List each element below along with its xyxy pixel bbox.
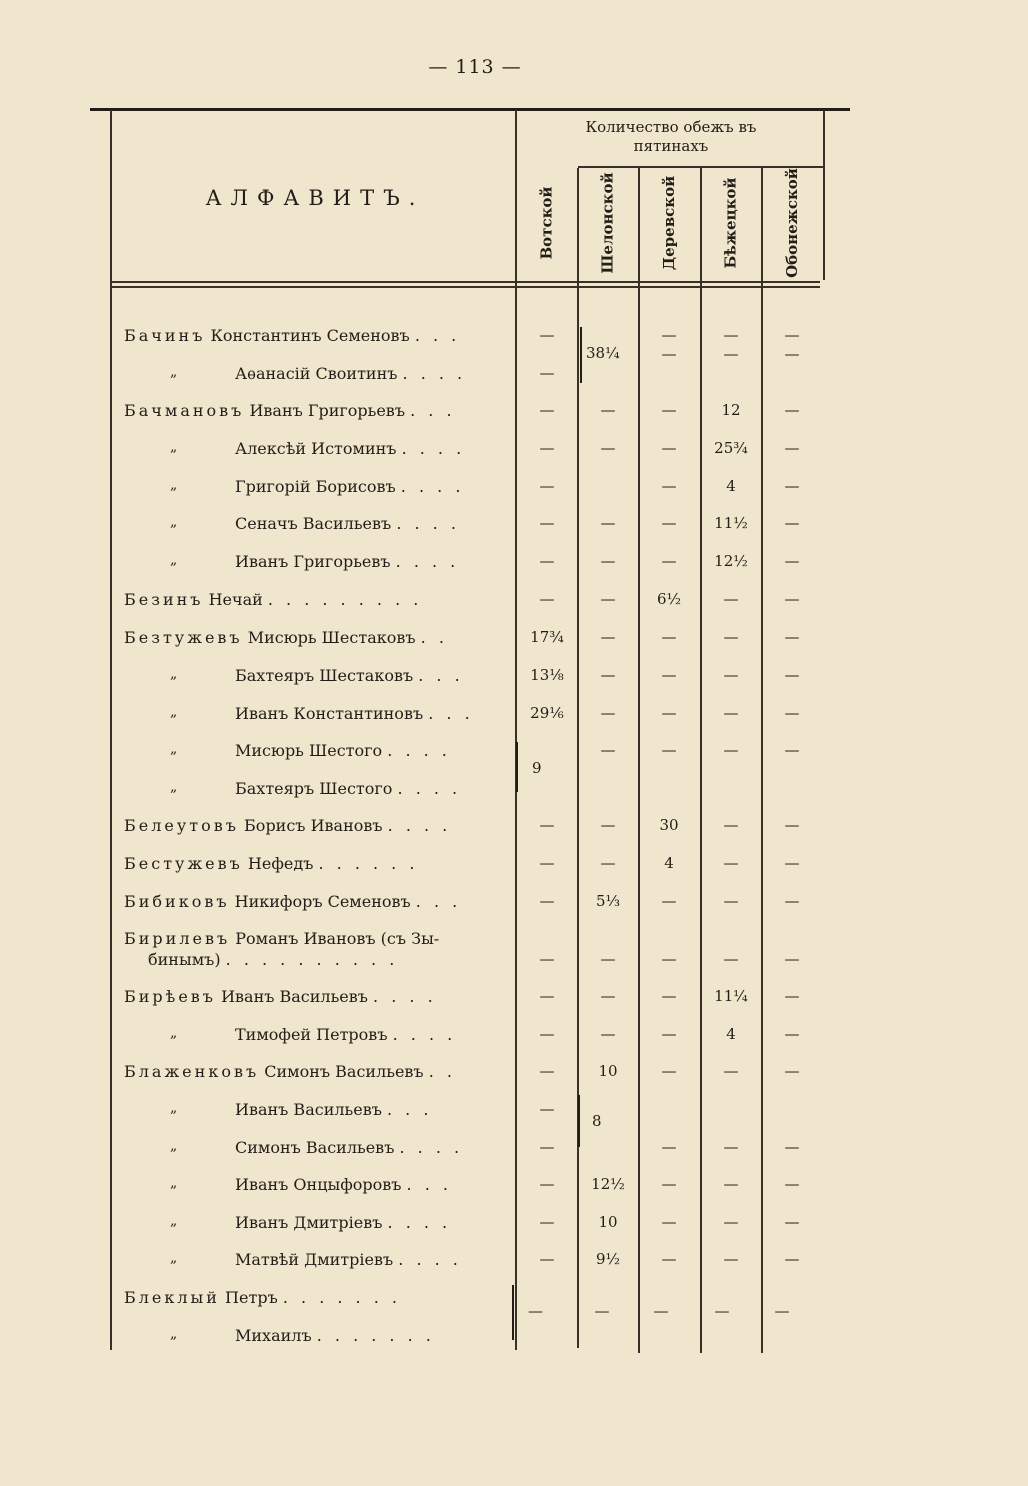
- dot-leader: . . . .: [387, 816, 452, 835]
- bachin-group-derevskoy: —: [661, 345, 677, 363]
- table-row: [0, 582, 1028, 619]
- table-row: [0, 1242, 1028, 1279]
- table-row: [0, 696, 1028, 733]
- obezh-cell-bezhetskoy: —: [723, 666, 739, 684]
- entry-name: [235, 1138, 463, 1157]
- dot-leader: . . . .: [401, 439, 466, 458]
- obezh-cell-derevskoy: —: [661, 950, 677, 968]
- obezh-cell-bezhetskoy: —: [723, 326, 739, 344]
- table-row: [0, 1054, 1028, 1091]
- obezh-cell-votskoy: —: [539, 1062, 555, 1080]
- obezh-cell-obonezhskoy: —: [784, 401, 800, 419]
- obezh-cell-shelonskoy: —: [600, 704, 616, 722]
- brace-value: 8: [592, 1112, 602, 1130]
- col-head-label: Обонежской: [783, 168, 801, 278]
- table-row: [0, 846, 1028, 883]
- obezh-cell-votskoy: —: [539, 1025, 555, 1043]
- obezh-cell-bezhetskoy: —: [723, 816, 739, 834]
- dot-leader: . . . .: [400, 477, 465, 496]
- obezh-cell-shelonskoy: —: [600, 590, 616, 608]
- entry-name: [235, 439, 465, 458]
- ditto-mark: „: [170, 439, 178, 455]
- obezh-cell-votskoy: —: [539, 514, 555, 532]
- brace-value: —: [528, 1302, 543, 1320]
- obezh-cell-votskoy: —: [539, 1250, 555, 1268]
- surname: Белеутовъ: [124, 816, 239, 835]
- obezh-cell-bezhetskoy: —: [723, 628, 739, 646]
- ditto-mark: „: [170, 704, 178, 720]
- dot-leader: . . . . . .: [318, 854, 419, 873]
- obezh-cell-obonezhskoy: —: [784, 326, 800, 344]
- given-name: Бахтеяръ Шестаковъ: [235, 666, 414, 685]
- table-row: [0, 1092, 1028, 1129]
- obezh-cell-shelonskoy: —: [600, 401, 616, 419]
- table-row: [0, 733, 1028, 770]
- obezh-cell-votskoy: 17¾: [530, 628, 564, 646]
- entry-name: [124, 854, 418, 873]
- table-row: [0, 544, 1028, 581]
- obezh-cell-derevskoy: —: [661, 477, 677, 495]
- entry-name: [124, 816, 451, 835]
- obezh-cell-obonezhskoy: —: [784, 1138, 800, 1156]
- table-row: [0, 1205, 1028, 1242]
- table-row: [0, 1167, 1028, 1204]
- ditto-mark: „: [170, 1250, 178, 1266]
- entry-name: [235, 514, 460, 533]
- obezh-cell-shelonskoy: —: [600, 552, 616, 570]
- given-name: Константинъ Семеновъ: [210, 326, 410, 345]
- ditto-mark: „: [170, 552, 178, 568]
- col-head-derevskoy: [639, 168, 699, 278]
- ditto-mark: „: [170, 666, 178, 682]
- obezh-cell-derevskoy: —: [661, 628, 677, 646]
- obezh-cell-shelonskoy: 12½: [591, 1175, 625, 1193]
- obezh-cell-shelonskoy: 9½: [595, 1250, 621, 1268]
- obezh-cell-obonezhskoy: —: [784, 987, 800, 1005]
- entry-name: [235, 1025, 456, 1044]
- bachin-group-bezhetskoy: —: [723, 345, 739, 363]
- entry-name: [235, 741, 451, 760]
- obezh-cell-obonezhskoy: —: [784, 477, 800, 495]
- obezh-cell-obonezhskoy: —: [784, 854, 800, 872]
- entry-name: [235, 704, 474, 723]
- obezh-cell-obonezhskoy: —: [784, 552, 800, 570]
- entry-name: [124, 590, 422, 609]
- given-name: Иванъ Онцыфоровъ: [235, 1175, 402, 1194]
- entry-name: [124, 1288, 401, 1307]
- obezh-cell-bezhetskoy: —: [723, 950, 739, 968]
- dot-leader: . . .: [406, 1175, 452, 1194]
- group-header-line2: пятинахъ: [633, 137, 709, 155]
- entry-name: [235, 779, 461, 798]
- given-name: Алексѣй Истоминъ: [235, 439, 397, 458]
- obezh-cell-votskoy: —: [539, 854, 555, 872]
- given-name: Борисъ Ивановъ: [244, 816, 383, 835]
- dot-leader: . . .: [386, 1100, 433, 1119]
- entry-name: [235, 1175, 452, 1194]
- obezh-cell-obonezhskoy: —: [784, 1025, 800, 1043]
- dot-leader: . . . . . . .: [282, 1288, 401, 1307]
- entry-name: [235, 364, 466, 383]
- surname: Блаженковъ: [124, 1062, 260, 1081]
- ditto-mark: „: [170, 741, 178, 757]
- dot-leader: . . . . . . .: [316, 1326, 435, 1345]
- ditto-mark: „: [170, 1213, 178, 1229]
- obezh-cell-shelonskoy: —: [600, 987, 616, 1005]
- table-row: [0, 1318, 1028, 1355]
- given-name: Аѳанасій Своитинъ: [235, 364, 398, 383]
- obezh-cell-derevskoy: —: [661, 1175, 677, 1193]
- dot-leader: . . . .: [392, 1025, 457, 1044]
- entry-name: [235, 1100, 432, 1119]
- brace-value: 38¼: [586, 344, 620, 362]
- obezh-cell-shelonskoy: —: [600, 666, 616, 684]
- table-row: [0, 942, 1028, 979]
- col-head-votskoy: [517, 168, 577, 278]
- ditto-mark: „: [170, 514, 178, 530]
- given-name: Романъ Ивановъ (съ Зы-: [235, 929, 440, 948]
- obezh-cell-obonezhskoy: —: [784, 590, 800, 608]
- entry-name: [124, 1062, 456, 1081]
- obezh-cell-bezhetskoy: 4: [726, 1025, 736, 1043]
- obezh-cell-obonezhskoy: —: [784, 1175, 800, 1193]
- given-name: Матвѣй Дмитріевъ: [235, 1250, 394, 1269]
- entry-name: [235, 1326, 435, 1345]
- entry-name: [235, 666, 464, 685]
- given-name: Иванъ Григорьевъ: [235, 552, 391, 571]
- obezh-cell-obonezhskoy: —: [784, 741, 800, 759]
- given-name: Сеначъ Васильевъ: [235, 514, 392, 533]
- obezh-cell-derevskoy: —: [661, 401, 677, 419]
- obezh-cell-votskoy: —: [539, 401, 555, 419]
- obezh-cell-obonezhskoy: —: [784, 1213, 800, 1231]
- table-row: [0, 658, 1028, 695]
- obezh-cell-votskoy: —: [539, 326, 555, 344]
- table-row: [0, 620, 1028, 657]
- obezh-cell-bezhetskoy: —: [723, 892, 739, 910]
- header-bottom-rule-2: [110, 286, 820, 288]
- surname: Блеклый: [124, 1288, 220, 1307]
- dot-leader: . . . .: [387, 1213, 452, 1232]
- ditto-mark: „: [170, 1025, 178, 1041]
- obezh-cell-bezhetskoy: —: [723, 704, 739, 722]
- col-head-obonezhskoy: [762, 168, 822, 278]
- surname: Бибиковъ: [124, 892, 230, 911]
- table-row: [0, 771, 1028, 808]
- obezh-cell-derevskoy: —: [661, 1138, 677, 1156]
- dot-leader: . . . .: [399, 1138, 464, 1157]
- ditto-mark: „: [170, 779, 178, 795]
- obezh-cell-shelonskoy: —: [600, 950, 616, 968]
- entry-name: [235, 1213, 451, 1232]
- brace-group-bleklyy-cell: —: [594, 1302, 610, 1320]
- given-name: Иванъ Константиновъ: [235, 704, 424, 723]
- obezh-cell-votskoy: —: [539, 1175, 555, 1193]
- table-row: [0, 1017, 1028, 1054]
- obezh-cell-derevskoy: —: [661, 439, 677, 457]
- given-name: Мисюрь Шестого: [235, 741, 383, 760]
- ditto-mark: „: [170, 1138, 178, 1154]
- dot-leader: . . .: [428, 704, 474, 723]
- given-name: Петръ: [225, 1288, 278, 1307]
- dot-leader: . . .: [414, 326, 461, 345]
- obezh-cell-bezhetskoy: —: [723, 1175, 739, 1193]
- obezh-cell-shelonskoy: 10: [598, 1213, 618, 1231]
- table-row: [0, 469, 1028, 506]
- obezh-cell-obonezhskoy: —: [784, 439, 800, 457]
- alphabet-title: АЛФАВИТЪ.: [205, 186, 425, 210]
- given-name: Тимофей Петровъ: [235, 1025, 388, 1044]
- entry-name: [235, 477, 464, 496]
- obezh-cell-votskoy: —: [539, 552, 555, 570]
- entry-name: [124, 628, 448, 647]
- dot-leader: . . .: [418, 666, 464, 685]
- obezh-cell-shelonskoy: —: [600, 628, 616, 646]
- given-name: Бахтеяръ Шестого: [235, 779, 393, 798]
- group-header-line1: Количество обежъ въ: [585, 118, 757, 136]
- given-name: Иванъ Григорьевъ: [249, 401, 405, 420]
- table-row: [0, 356, 1028, 393]
- obezh-cell-obonezhskoy: —: [784, 1250, 800, 1268]
- bachin-group-obonezhskoy: —: [784, 345, 800, 363]
- obezh-cell-bezhetskoy: —: [723, 1062, 739, 1080]
- brace-group-bleklyy-cell: —: [714, 1302, 730, 1320]
- dot-leader: . . . .: [395, 552, 460, 571]
- given-name: Симонъ Васильевъ: [264, 1062, 424, 1081]
- obezh-cell-bezhetskoy: —: [723, 1213, 739, 1231]
- obezh-cell-shelonskoy: —: [600, 1025, 616, 1043]
- obezh-cell-votskoy: —: [539, 1100, 555, 1118]
- dot-leader: . .: [420, 628, 448, 647]
- obezh-cell-bezhetskoy: 25¾: [714, 439, 748, 457]
- obezh-cell-votskoy: —: [539, 987, 555, 1005]
- obezh-cell-derevskoy: —: [661, 987, 677, 1005]
- obezh-cell-bezhetskoy: —: [723, 1250, 739, 1268]
- table-top-rule: [90, 108, 850, 111]
- entry-name: [124, 326, 460, 345]
- obezh-cell-shelonskoy: 10: [598, 1062, 618, 1080]
- obezh-cell-bezhetskoy: —: [723, 854, 739, 872]
- given-name: Иванъ Дмитріевъ: [235, 1213, 383, 1232]
- obezh-cell-obonezhskoy: —: [784, 816, 800, 834]
- obezh-cell-bezhetskoy: —: [723, 1138, 739, 1156]
- given-name: Симонъ Васильевъ: [235, 1138, 395, 1157]
- obezh-cell-obonezhskoy: —: [784, 892, 800, 910]
- ditto-mark: „: [170, 477, 178, 493]
- dot-leader: . . . .: [373, 987, 437, 1006]
- obezh-cell-derevskoy: —: [661, 1025, 677, 1043]
- obezh-cell-bezhetskoy: 11¼: [714, 987, 748, 1005]
- given-name: бинымъ): [148, 950, 221, 969]
- obezh-cell-shelonskoy: —: [600, 514, 616, 532]
- obezh-cell-shelonskoy: —: [600, 854, 616, 872]
- obezh-cell-obonezhskoy: —: [784, 950, 800, 968]
- obezh-cell-votskoy: —: [539, 439, 555, 457]
- header-bottom-rule: [110, 281, 820, 283]
- ditto-mark: „: [170, 364, 178, 380]
- obezh-cell-votskoy: —: [539, 1138, 555, 1156]
- brace-value: 9: [532, 759, 542, 777]
- brace-group-bleklyy-cell: —: [653, 1302, 669, 1320]
- obezh-cell-derevskoy: 6½: [656, 590, 682, 608]
- obezh-cell-derevskoy: —: [661, 666, 677, 684]
- entry-name: [124, 401, 456, 420]
- table-row: [0, 506, 1028, 543]
- obezh-cell-obonezhskoy: —: [784, 628, 800, 646]
- given-name: Мисюрь Шестаковъ: [247, 628, 416, 647]
- col-head-bezhetskoy: [701, 168, 761, 278]
- obezh-cell-obonezhskoy: —: [784, 704, 800, 722]
- obezh-cell-votskoy: —: [539, 892, 555, 910]
- dot-leader: . . . .: [397, 779, 462, 798]
- obezh-cell-obonezhskoy: —: [784, 1062, 800, 1080]
- obezh-cell-bezhetskoy: 4: [726, 477, 736, 495]
- obezh-cell-derevskoy: —: [661, 892, 677, 910]
- given-name: Михаилъ: [235, 1326, 312, 1345]
- given-name: Никифоръ Семеновъ: [234, 892, 411, 911]
- dot-leader: . . . .: [396, 514, 460, 533]
- page-number: — 113 —: [428, 56, 522, 78]
- entry-name: [235, 1250, 462, 1269]
- table-row: [0, 431, 1028, 468]
- obezh-cell-derevskoy: —: [661, 704, 677, 722]
- col-head-shelonskoy: [578, 168, 638, 278]
- surname: Бачинъ: [124, 326, 206, 345]
- entry-name: [148, 950, 398, 969]
- surname: Бачмановъ: [124, 401, 245, 420]
- obezh-cell-derevskoy: —: [661, 514, 677, 532]
- obezh-cell-shelonskoy: —: [600, 741, 616, 759]
- obezh-cell-votskoy: —: [539, 816, 555, 834]
- given-name: Иванъ Васильевъ: [221, 987, 368, 1006]
- obezh-cell-bezhetskoy: 11½: [714, 514, 748, 532]
- dot-leader: . . . . . . . . . .: [225, 950, 399, 969]
- obezh-cell-derevskoy: —: [661, 1062, 677, 1080]
- surname: Бестужевъ: [124, 854, 243, 873]
- obezh-cell-shelonskoy: 5⅓: [595, 892, 621, 910]
- brace-group-bleklyy-cell: —: [774, 1302, 790, 1320]
- obezh-cell-votskoy: 13⅛: [530, 666, 564, 684]
- table-row: [0, 808, 1028, 845]
- obezh-cell-votskoy: —: [539, 1213, 555, 1231]
- dot-leader: . . .: [410, 401, 456, 420]
- surname: Бирѣевъ: [124, 987, 216, 1006]
- entry-name: [235, 552, 459, 571]
- dot-leader: . . .: [415, 892, 462, 911]
- group-header: [518, 118, 824, 156]
- table-row: [0, 318, 1028, 355]
- entry-name: [124, 987, 437, 1006]
- surname: Безинъ: [124, 590, 204, 609]
- table-row: [0, 393, 1028, 430]
- given-name: Григорій Борисовъ: [235, 477, 396, 496]
- col-head-label: Бѣжецкой: [722, 177, 741, 269]
- obezh-cell-derevskoy: —: [661, 552, 677, 570]
- dot-leader: . . . .: [387, 741, 451, 760]
- dot-leader: . . . . . . . . .: [267, 590, 423, 609]
- given-name: Нефедъ: [247, 854, 314, 873]
- ditto-mark: „: [170, 1175, 178, 1191]
- table-row: [0, 1130, 1028, 1167]
- entry-name: [124, 892, 461, 911]
- obezh-cell-votskoy: —: [539, 477, 555, 495]
- table-row: [0, 1280, 1028, 1317]
- obezh-cell-votskoy: —: [539, 950, 555, 968]
- obezh-cell-votskoy: —: [539, 590, 555, 608]
- obezh-cell-votskoy: 29⅙: [530, 704, 564, 722]
- surname: Безтужевъ: [124, 628, 243, 647]
- given-name: Нечай: [208, 590, 263, 609]
- obezh-cell-bezhetskoy: 12: [721, 401, 741, 419]
- obezh-cell-shelonskoy: —: [600, 439, 616, 457]
- col-head-label: Вотской: [538, 186, 557, 260]
- obezh-cell-derevskoy: —: [661, 1213, 677, 1231]
- given-name: Иванъ Васильевъ: [235, 1100, 382, 1119]
- dot-leader: . .: [428, 1062, 456, 1081]
- obezh-cell-bezhetskoy: —: [723, 590, 739, 608]
- obezh-cell-derevskoy: —: [661, 741, 677, 759]
- col-head-label: Деревской: [660, 175, 678, 271]
- obezh-cell-derevskoy: 30: [659, 816, 679, 834]
- obezh-cell-obonezhskoy: —: [784, 666, 800, 684]
- obezh-cell-bezhetskoy: 12½: [714, 552, 748, 570]
- obezh-cell-obonezhskoy: —: [784, 514, 800, 532]
- obezh-cell-derevskoy: —: [661, 326, 677, 344]
- surname: Бирилевъ: [124, 929, 231, 948]
- col-head-label: Шелонской: [599, 172, 618, 274]
- obezh-cell-derevskoy: 4: [664, 854, 674, 872]
- obezh-cell-shelonskoy: —: [600, 816, 616, 834]
- dot-leader: . . . .: [402, 364, 467, 383]
- obezh-cell-derevskoy: —: [661, 1250, 677, 1268]
- obezh-cell-bezhetskoy: —: [723, 741, 739, 759]
- obezh-cell-votskoy: —: [539, 364, 555, 382]
- ditto-mark: „: [170, 1100, 178, 1116]
- dot-leader: . . . .: [398, 1250, 462, 1269]
- ditto-mark: „: [170, 1326, 178, 1342]
- table-row: [0, 979, 1028, 1016]
- table-row: [0, 884, 1028, 921]
